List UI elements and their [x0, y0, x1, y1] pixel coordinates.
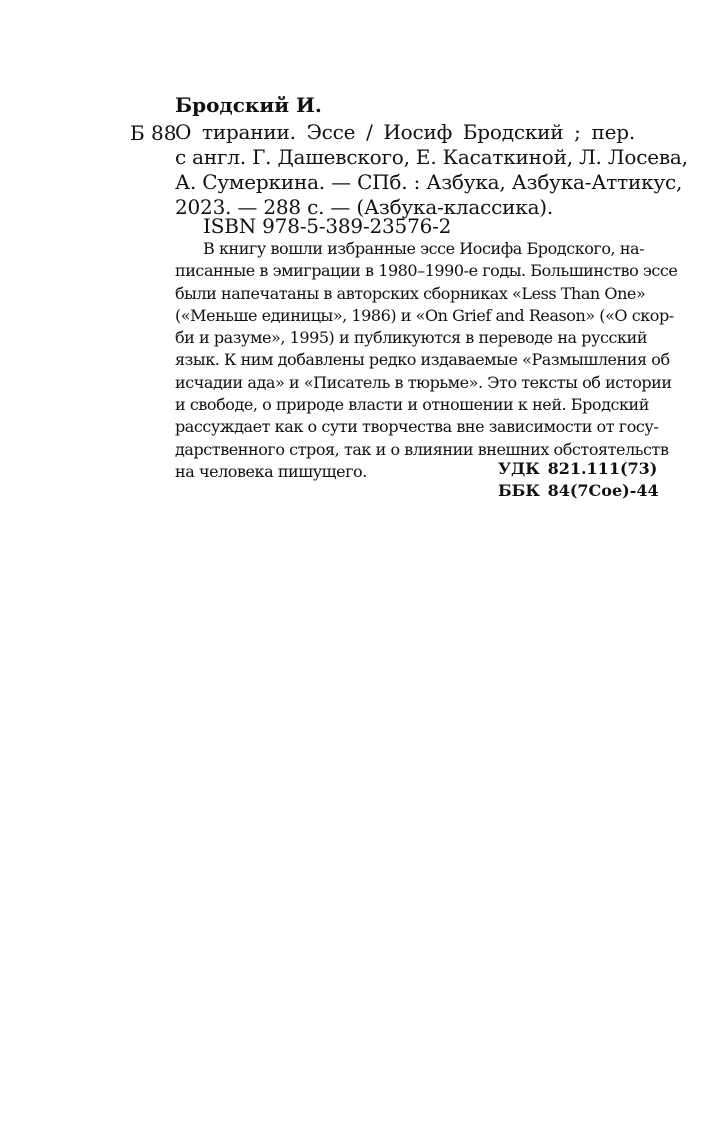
- bbk-label: ББК: [498, 481, 540, 500]
- shelf-code: Б 88: [130, 121, 177, 145]
- bbk-value: 84(7Сое)-44: [547, 481, 659, 500]
- classification-codes: [498, 458, 659, 502]
- annotation-line: на человека пишущего.: [175, 461, 367, 481]
- annotation-line: дарственного строя, так и о влиянии внешних обстоятельств: [175, 439, 669, 459]
- udk-row: [498, 458, 659, 480]
- udk-label: УДК: [498, 459, 540, 478]
- annotation-line: рассуждает как о сути творчества вне зависимости от госу-: [175, 417, 659, 437]
- bibliographic-line: с англ. Г. Дашевского, Е. Касаткиной, Л. Лосева,: [175, 145, 688, 169]
- bibliographic-line: А. Сумеркина. — СПб. : Азбука, Азбука-Аттикус,: [175, 170, 683, 194]
- bibliographic-line: О тирании. Эссе / Иосиф Бродский ; пер.: [175, 120, 635, 144]
- annotation-line: исчадии ада» и «Писатель в тюрьме». Это тексты об истории: [175, 372, 672, 392]
- author-name: Бродский И.: [175, 93, 322, 117]
- isbn: ISBN 978-5-389-23576-2: [203, 214, 452, 238]
- annotation-line: би и разуме», 1995) и публикуются в переводе на русский: [175, 328, 648, 348]
- udk-value: 821.111(73): [547, 459, 658, 478]
- annotation-line: и свободе, о природе власти и отношении к ней. Бродский: [175, 395, 649, 415]
- annotation-line: были напечатаны в авторских сборниках «Less Than One»: [175, 283, 646, 303]
- bibliographic-line: 2023. — 288 с. — (Азбука-классика).: [175, 195, 554, 219]
- annotation-line: писанные в эмиграции в 1980–1990-е годы. Большинство эссе: [175, 261, 678, 281]
- annotation-line: («Меньше единицы», 1986) и «On Grief and Reason» («О скор-: [175, 305, 674, 325]
- annotation-line: язык. К ним добавлены редко издаваемые «Размышления об: [175, 350, 670, 370]
- annotation: [175, 238, 678, 483]
- bbk-row: [498, 480, 659, 502]
- bibliographic-description: [175, 120, 688, 220]
- annotation-line: В книгу вошли избранные эссе Иосифа Бродского, на-: [203, 239, 645, 258]
